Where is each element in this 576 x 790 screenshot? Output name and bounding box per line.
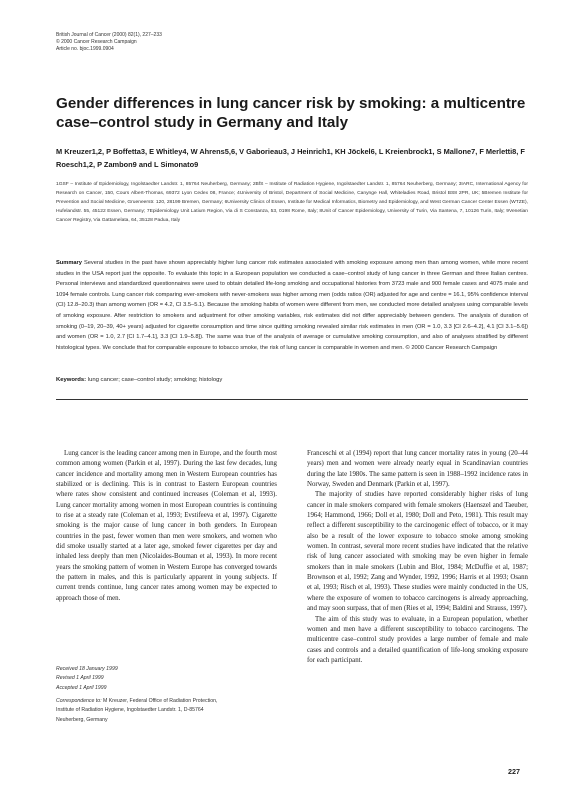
page-number: 227 xyxy=(508,767,520,776)
correspondence-label: Correspondence to: xyxy=(56,698,102,704)
journal-citation: British Journal of Cancer (2000) 82(1), 227–233 xyxy=(56,32,162,38)
body-paragraph: Lung cancer is the leading cancer among men in Europe, and the fourth most common among women (Parkin et al, 1997). During the last few decades, lung cancer incidence and mortality among men in Western European countries has stabilized or is declining. This is in contrast to Eastern European countries where rates show consistent and continued increases (Coleman et al, 1993). Lung cancer mortality among women in most European countries is continuing to rise at a steady rate (Coleman et al, 1993; Evstifeeva et al, 1997). Cigarette smoking is the major cause of lung cancer in both genders. In European countries in the past, fewer women than men were smokers, and women who did smoke usually started at a later age, smoked fewer cigarettes per day and inhaled less deeply than men (Nicolaides-Bouman et al, 1993). In more recent years the smoking pattern of women in Western Europe has converged towards the pattern in males, and this is particularly apparent in young subjects. If current trends continue, lung cancer rates among women may be expected to approach those of men. xyxy=(56,450,277,602)
journal-article-number: Article no. bjoc.1999.0904 xyxy=(56,46,114,53)
keywords xyxy=(56,376,528,385)
keywords-label: Keywords: xyxy=(56,377,87,383)
correspondence xyxy=(56,697,277,725)
revised-date: Revised 1 April 1999 xyxy=(56,675,104,682)
journal-header xyxy=(56,32,162,54)
correspondence-line: M Kreuzer, Federal Office of Radiation Protection, xyxy=(103,698,218,704)
correspondence-line: Neuherberg, Germany xyxy=(56,716,108,723)
article-dates xyxy=(56,665,277,693)
summary-label: Summary xyxy=(56,260,82,266)
correspondence-line: Institute of Radiation Hygiene, Ingolstaedter Landstr. 1, D-85764 xyxy=(56,707,204,714)
body-paragraph: The aim of this study was to evaluate, in a European population, whether women and men have a different susceptibility to tobacco carcinogens. The multicentre case–control study provides a large number of female and male cases and controls and a detailed quantification of life-long smoking exposure for each participant. xyxy=(307,615,528,664)
affiliations: 1GSF – Institute of Epidemiology, Ingolstaedter Landstr. 1, 85764 Neuherberg, Germany; 2BfS – Institute of Radiation Hygiene, Ingolstaedter Landstr. 1, 85764 Neuherberg, Germany; 3IARC, International Agency for Research on Cancer, 150, Cours Albert-Thomas, 69372 Lyon Cedex 08, France; 4University of Bristol, Department of Social Medicine, Canynge Hall, Whiteladies Road, Bristol BS8 2PR, UK; 5Bremen Institute for Prevention and Social Medicine, Grueneerstr. 120, 28199 Bremen, Germany; 6University Clinics of Essen, Institute for Medical Informatics, Biometry and Epidemiology, and West German Cancer Center Essen (WTZE), Hufelandstr. 55, 45122 Essen, Germany; 7Epidemiology Unit Latium Region, Via di S Constanza, 53, 0198 Rome, Italy; 8Unit of Cancer Epidemiology, University of Turin, Via Santena, 7, 10126 Turin, Italy; 9Venetian Cancer Registry, Via Gattamelata, 64, 35128 Padua, Italy xyxy=(56,182,528,224)
article-title: Gender differences in lung cancer risk by smoking: a multicentre case–control study in Germany and Italy xyxy=(56,95,526,131)
abstract xyxy=(56,258,528,353)
author-list: M Kreuzer1,2, P Boffetta3, E Whitley4, W Ahrens5,6, V Gaborieau3, J Heinrich1, KH Jöckel6, L Kreienbrock1, S Mallone7, F Merletti8, F Roesch1,2, P Zambon9 and L Simonato9 xyxy=(56,147,525,169)
section-divider xyxy=(56,399,528,400)
journal-copyright: © 2000 Cancer Research Campaign xyxy=(56,39,137,46)
keywords-text: lung cancer; case–control study; smoking; histology xyxy=(87,377,223,383)
body-paragraph: Franceschi et al (1994) report that lung cancer mortality rates in young (20–44 years) men and women were already nearly equal in Scandinavian countries during the late 1980s. The same pattern is seen in 1988–1992 incidence rates in Norway, Sweden and Denmark (Parkin et al, 1997). xyxy=(307,450,528,489)
received-date: Received 18 January 1999 xyxy=(56,666,118,672)
body-column-right xyxy=(307,449,528,666)
body-paragraph: The majority of studies have reported considerably higher risks of lung cancer in male smokers compared with female smokers (Haenszel and Taeuber, 1964; Hammond, 1966; Doll et al, 1980; Doll and Peto, 1981). This result may reflect a different susceptibility to the carcinogenic effect of tobacco, or it may also be a result of the lower exposure to tobacco smoke among smoking women. In contrast, several more recent studies have indicated that the relative risk of lung cancer associated with smoking may be even higher in female smokers than in male smokers (Lubin and Blot, 1984; McDuffie et al, 1987; Brownson et al, 1992; Zang and Wynder, 1992, 1996; Harris et al 1993; Osann et al, 1993; Risch et al, 1993). These studies were mainly conducted in the US, where the exposure of women to tobacco carcinogens is already approaching, and may soon surpass, that of men (Ries et al, 1994; Baldini and Strauss, 1997). xyxy=(307,491,528,613)
accepted-date: Accepted 1 April 1999 xyxy=(56,684,107,691)
body-column-left xyxy=(56,449,277,604)
summary-text: Several studies in the past have shown appreciably higher lung cancer risk estimates associated with smoking exposure among men than among women, while more recent studies in the USA report just the opposite. To evaluate this topic in a European population we conducted a case–control study of lung cancer in three German and three Italian centres. Personal interviews and standardized questionnaires were used to obtain detailed life-long smoking and occupational histories from 3723 male and 900 female cases and 4075 male and 1094 female controls. Lung cancer risk comparing ever-smokers with never-smokers was higher among men (odds ratios (OR) adjusted for age and centre = 16.1, 95% confidence interval (CI) 12.8–20.3) than among women (OR = 4.2, CI 3.5–5.1). Because the smoking habits of women were different from men, we conducted more detailed analyses using comparable levels of smoking exposure. After restriction to smokers and adjustment for other smoking variables, risk estimates did not differ appreciably between genders. The analysis of duration of smoking (0–19, 20–39, 40+ years) adjusted for cigarette consumption and time since quitting smoking revealed similar risk estimates in men (OR = 1.0, 3.3 [CI 2.6–4.2], 4.1 [CI 3.1–5.6]) and women (OR = 1.0, 2.7 [CI 1.7–4.1], 3.3 [CI 1.9–5.8]). The same was true of the analysis of average or cumulative smoking consumption, and also of analyses stratified by different histological types. We conclude that for comparable exposure to tobacco smoke, the risk of lung cancer is comparable in women and men. © 2000 Cancer Research Campaign xyxy=(56,260,528,351)
